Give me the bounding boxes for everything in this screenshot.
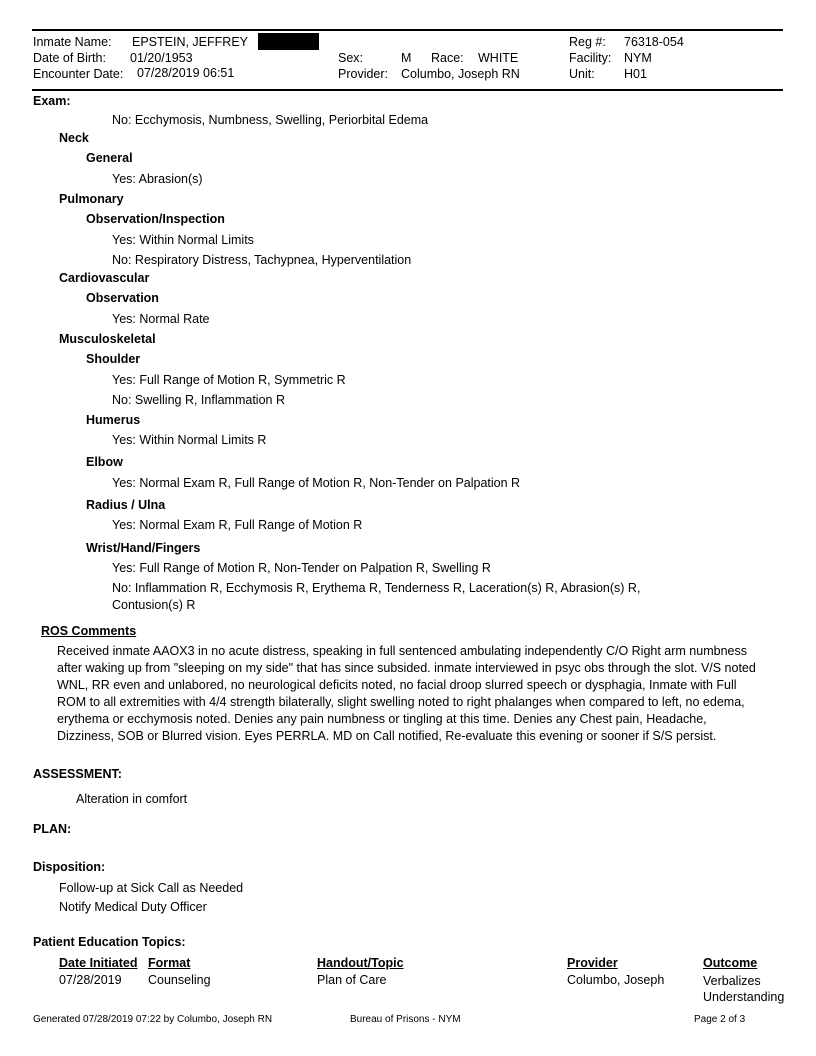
exam-line: Yes: Full Range of Motion R, Symmetric R <box>112 373 346 387</box>
education-title: Patient Education Topics: <box>33 935 186 949</box>
exam-line: Yes: Normal Rate <box>112 312 210 326</box>
dob-value: 01/20/1953 <box>130 51 193 65</box>
exam-line: Yes: Within Normal Limits <box>112 233 254 247</box>
facility-value: NYM <box>624 51 652 65</box>
header-top-rule <box>32 29 783 31</box>
plan-title: PLAN: <box>33 822 72 836</box>
cell-provider: Columbo, Joseph <box>567 973 665 987</box>
exam-line: No: Inflammation R, Ecchymosis R, Erythema R, Tenderness R, Laceration(s) R, Abrasion(s) R, Contusion(s) R <box>112 581 641 612</box>
assessment-text: Alteration in comfort <box>76 792 188 806</box>
exam-subheading: Radius / Ulna <box>86 498 166 512</box>
col-header-provider: Provider <box>567 956 618 970</box>
encounter-date-value: 07/28/2019 06:51 <box>137 66 235 80</box>
footer-generated: Generated 07/28/2019 07:22 by Columbo, Joseph RN <box>33 1014 273 1025</box>
exam-subheading: Humerus <box>86 413 141 427</box>
header-bottom-rule <box>32 89 783 91</box>
redaction-block <box>258 33 319 50</box>
col-header-handout: Handout/Topic <box>317 956 404 970</box>
col-header-outcome: Outcome <box>703 956 758 970</box>
exam-line: Yes: Normal Exam R, Full Range of Motion R <box>112 518 363 532</box>
exam-heading-pulmonary: Pulmonary <box>59 192 124 206</box>
reg-label: Reg #: <box>569 35 606 49</box>
unit-label: Unit: <box>569 67 595 81</box>
exam-line: Yes: Abrasion(s) <box>112 172 203 186</box>
assessment-title: ASSESSMENT: <box>33 767 122 781</box>
exam-subheading: General <box>86 151 133 165</box>
facility-label: Facility: <box>569 51 612 65</box>
exam-subheading: Observation <box>86 291 159 305</box>
disposition-item: Follow-up at Sick Call as Needed <box>59 881 244 895</box>
ros-title: ROS Comments <box>41 624 137 638</box>
sex-label: Sex: <box>338 51 364 65</box>
cell-handout: Plan of Care <box>317 973 387 987</box>
exam-heading-musculoskeletal: Musculoskeletal <box>59 332 156 346</box>
footer-page-number: Page 2 of 3 <box>694 1014 746 1025</box>
race-value: WHITE <box>478 51 519 65</box>
exam-subheading: Elbow <box>86 455 123 469</box>
provider-label: Provider: <box>338 67 389 81</box>
exam-heading-neck: Neck <box>59 131 89 145</box>
cell-date: 07/28/2019 <box>59 973 122 987</box>
disposition-item: Notify Medical Duty Officer <box>59 900 207 914</box>
reg-value: 76318-054 <box>624 35 684 49</box>
exam-subheading: Wrist/Hand/Fingers <box>86 541 201 555</box>
inmate-name-label: Inmate Name: <box>33 35 112 49</box>
cell-format: Counseling <box>148 973 211 987</box>
provider-value: Columbo, Joseph RN <box>401 67 520 81</box>
exam-subheading: Shoulder <box>86 352 141 366</box>
dob-label: Date of Birth: <box>33 51 106 65</box>
exam-line: No: Swelling R, Inflammation R <box>112 393 285 407</box>
exam-line: No: Respiratory Distress, Tachypnea, Hyperventilation <box>112 253 412 267</box>
disposition-title: Disposition: <box>33 860 106 874</box>
sex-value: M <box>401 51 412 65</box>
exam-line: Yes: Normal Exam R, Full Range of Motion R, Non-Tender on Palpation R <box>112 476 521 490</box>
ros-comments-text: Received inmate AAOX3 in no acute distress, speaking in full sentenced ambulating independently C/O Right arm numbness after waking up from "sleeping on my side" that has since subsided. inmate interviewed in psyc obs through the slot. V/S noted WNL, RR even and unlabored, no neurological deficits noted, no facial droop slurred speech or dysphagia, Inmate with Full ROM to all extremities with 4/4 strength bilaterally, slight swelling noted to right phalanges when compared to left, no edema, erythema or ecchymosis noted. Denies any pain numbness or tingling at this time. Denies any Chest pain, Headache, Dizziness, SOB or Blurred vision. Eyes PERRLA. MD on Call notified, Re-evaluate this evening or sooner if S/S persist. <box>57 644 756 743</box>
exam-line: Yes: Within Normal Limits R <box>112 433 267 447</box>
exam-title: Exam: <box>33 94 71 108</box>
race-label: Race: <box>431 51 464 65</box>
exam-line: No: Ecchymosis, Numbness, Swelling, Periorbital Edema <box>112 113 429 127</box>
unit-value: H01 <box>624 67 647 81</box>
inmate-name-value: EPSTEIN, JEFFREY <box>132 35 248 49</box>
col-header-date: Date Initiated <box>59 956 138 970</box>
col-header-format: Format <box>148 956 191 970</box>
exam-heading-cardiovascular: Cardiovascular <box>59 271 150 285</box>
footer-organization: Bureau of Prisons - NYM <box>350 1014 461 1025</box>
exam-subheading: Observation/Inspection <box>86 212 225 226</box>
cell-outcome: Verbalizes Understanding <box>703 974 785 1004</box>
exam-line: Yes: Full Range of Motion R, Non-Tender on Palpation R, Swelling R <box>112 561 491 575</box>
encounter-date-label: Encounter Date: <box>33 67 124 81</box>
